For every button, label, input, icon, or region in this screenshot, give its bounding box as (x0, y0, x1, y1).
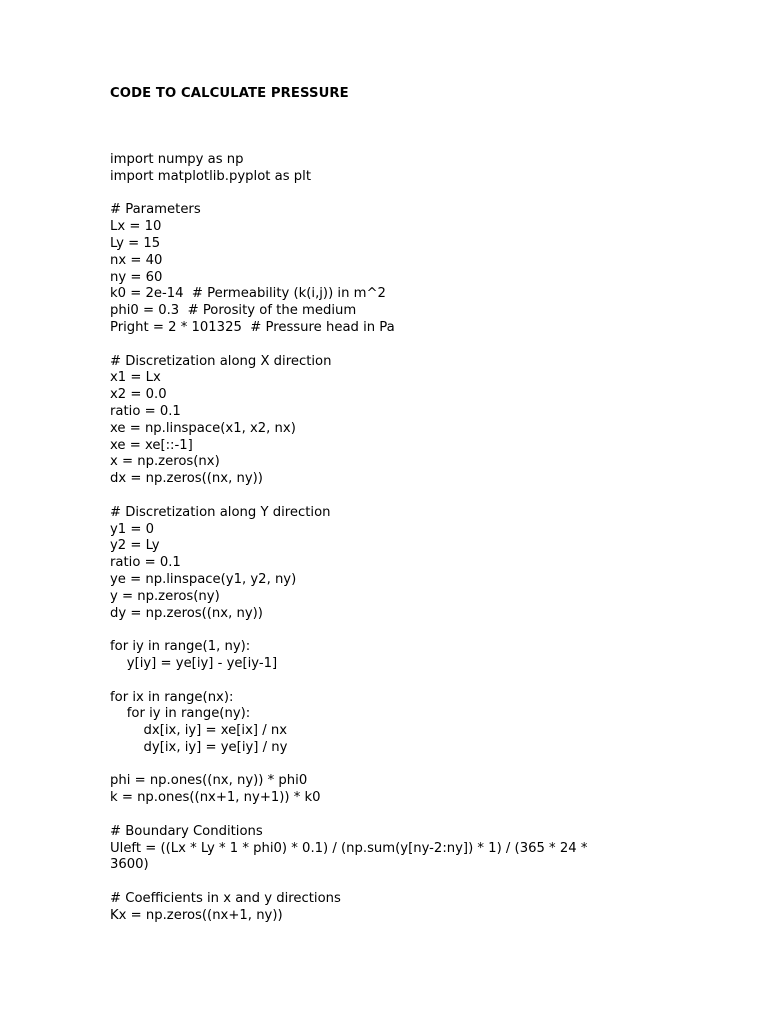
code-line: y2 = Ly (110, 538, 160, 554)
code-line: # Discretization along Y direction (110, 504, 331, 520)
code-line: k0 = 2e-14 # Permeability (k(i,j)) in m^2 (110, 286, 386, 302)
code-line: 3600) (110, 857, 149, 873)
document-title: CODE TO CALCULATE PRESSURE (110, 86, 349, 101)
blank-line (110, 673, 670, 690)
code-line: dx[ix, iy] = xe[ix] / nx (110, 723, 288, 739)
blank-line (110, 488, 670, 505)
code-line: xe = xe[::-1] (110, 437, 193, 453)
code-line: ratio = 0.1 (110, 555, 181, 571)
code-line: ye = np.linspace(y1, y2, ny) (110, 571, 297, 587)
code-line: for iy in range(ny): (110, 706, 251, 722)
blank-line (110, 186, 670, 203)
code-line: import numpy as np (110, 152, 244, 167)
code-line: dy = np.zeros((nx, ny)) (110, 605, 263, 621)
code-line: y = np.zeros(ny) (110, 588, 220, 604)
code-line: Uleft = ((Lx * Ly * 1 * phi0) * 0.1) / (np.sum(y[ny-2:ny]) * 1) / (365 * 24 * (110, 840, 588, 856)
code-line: ratio = 0.1 (110, 403, 181, 419)
code-line: dy[ix, iy] = ye[iy] / ny (110, 739, 288, 755)
code-line: # Coefficients in x and y directions (110, 891, 341, 907)
code-line: x2 = 0.0 (110, 387, 167, 403)
code-line: nx = 40 (110, 252, 163, 268)
code-line: phi0 = 0.3 # Porosity of the medium (110, 303, 357, 319)
code-line: Kx = np.zeros((nx+1, ny)) (110, 907, 283, 923)
code-line: Ly = 15 (110, 235, 161, 251)
code-line: Pright = 2 * 101325 # Pressure head in Pa (110, 319, 395, 335)
code-line: # Parameters (110, 202, 201, 218)
code-block (110, 152, 670, 925)
code-line: dx = np.zeros((nx, ny)) (110, 471, 263, 487)
code-line: y1 = 0 (110, 521, 155, 537)
code-line: x = np.zeros(nx) (110, 454, 220, 470)
code-line: phi = np.ones((nx, ny)) * phi0 (110, 773, 308, 789)
code-line: # Discretization along X direction (110, 353, 332, 369)
code-line: x1 = Lx (110, 370, 161, 386)
code-line: for iy in range(1, ny): (110, 639, 251, 655)
code-line: for ix in range(nx): (110, 689, 234, 705)
blank-line (110, 757, 670, 774)
blank-line (110, 337, 670, 354)
blank-line (110, 622, 670, 639)
code-line: k = np.ones((nx+1, ny+1)) * k0 (110, 790, 321, 806)
code-line: y[iy] = ye[iy] - ye[iy-1] (110, 655, 278, 671)
code-line: Lx = 10 (110, 219, 162, 235)
blank-line (110, 874, 670, 891)
code-line: ny = 60 (110, 269, 163, 285)
code-line: # Boundary Conditions (110, 823, 263, 839)
code-line: import matplotlib.pyplot as plt (110, 168, 311, 184)
code-line: xe = np.linspace(x1, x2, nx) (110, 420, 296, 436)
blank-line (110, 807, 670, 824)
